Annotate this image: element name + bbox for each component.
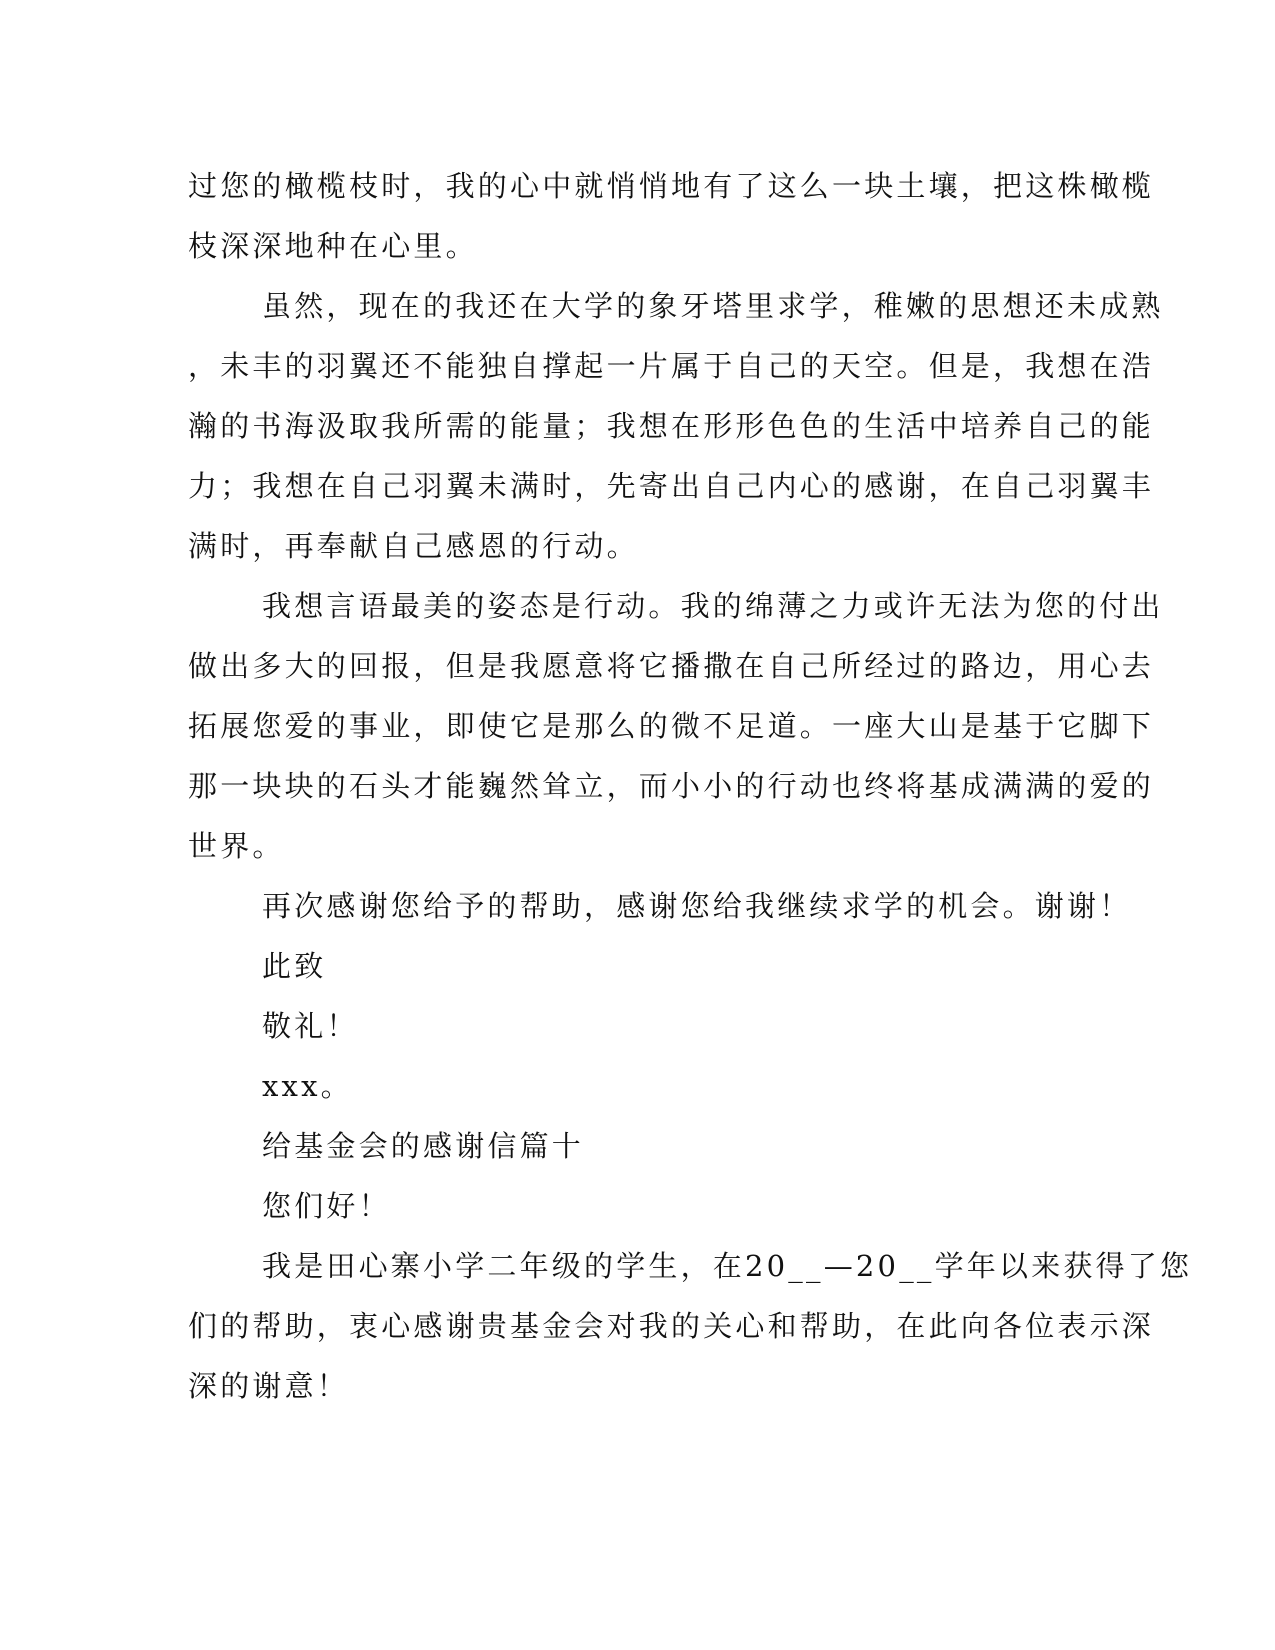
body-text-line: 做出多大的回报，但是我愿意将它播撒在自己所经过的路边，用心去 [188, 649, 1155, 683]
paragraph-first-line: 我是田心寨小学二年级的学生，在20__—20__学年以来获得了您 [262, 1249, 1193, 1283]
closing-regards: 敬礼！ [262, 1009, 359, 1043]
closing-salutation: 此致 [262, 949, 327, 983]
paragraph-first-line: 虽然，现在的我还在大学的象牙塔里求学，稚嫩的思想还未成熟 [262, 289, 1164, 323]
body-text-line: ，未丰的羽翼还不能独自撑起一片属于自己的天空。但是，我想在浩 [188, 349, 1155, 383]
signature-name: xxx。 [262, 1069, 353, 1103]
paragraph-first-line: 我想言语最美的姿态是行动。我的绵薄之力或许无法为您的付出 [262, 589, 1164, 623]
body-text-line: 力；我想在自己羽翼未满时，先寄出自己内心的感谢，在自己羽翼丰 [188, 469, 1155, 503]
greeting: 您们好！ [262, 1189, 391, 1223]
body-text-line: 瀚的书海汲取我所需的能量；我想在形形色色的生活中培养自己的能 [188, 409, 1155, 443]
body-text-line: 世界。 [188, 829, 285, 863]
body-text-line: 满时，再奉献自己感恩的行动。 [188, 529, 639, 563]
paragraph-first-line: 再次感谢您给予的帮助，感谢您给我继续求学的机会。谢谢！ [262, 889, 1132, 923]
body-text-line: 拓展您爱的事业，即使它是那么的微不足道。一座大山是基于它脚下 [188, 709, 1155, 743]
body-text-line: 们的帮助，衷心感谢贵基金会对我的关心和帮助，在此向各位表示深 [188, 1309, 1155, 1343]
body-text-line: 枝深深地种在心里。 [188, 229, 478, 263]
body-text-line: 那一块块的石头才能巍然耸立，而小小的行动也终将基成满满的爱的 [188, 769, 1155, 803]
body-text-line: 过您的橄榄枝时，我的心中就悄悄地有了这么一块土壤，把这株橄榄 [188, 169, 1155, 203]
body-text-line: 深的谢意！ [188, 1369, 350, 1403]
section-title: 给基金会的感谢信篇十 [262, 1129, 585, 1163]
